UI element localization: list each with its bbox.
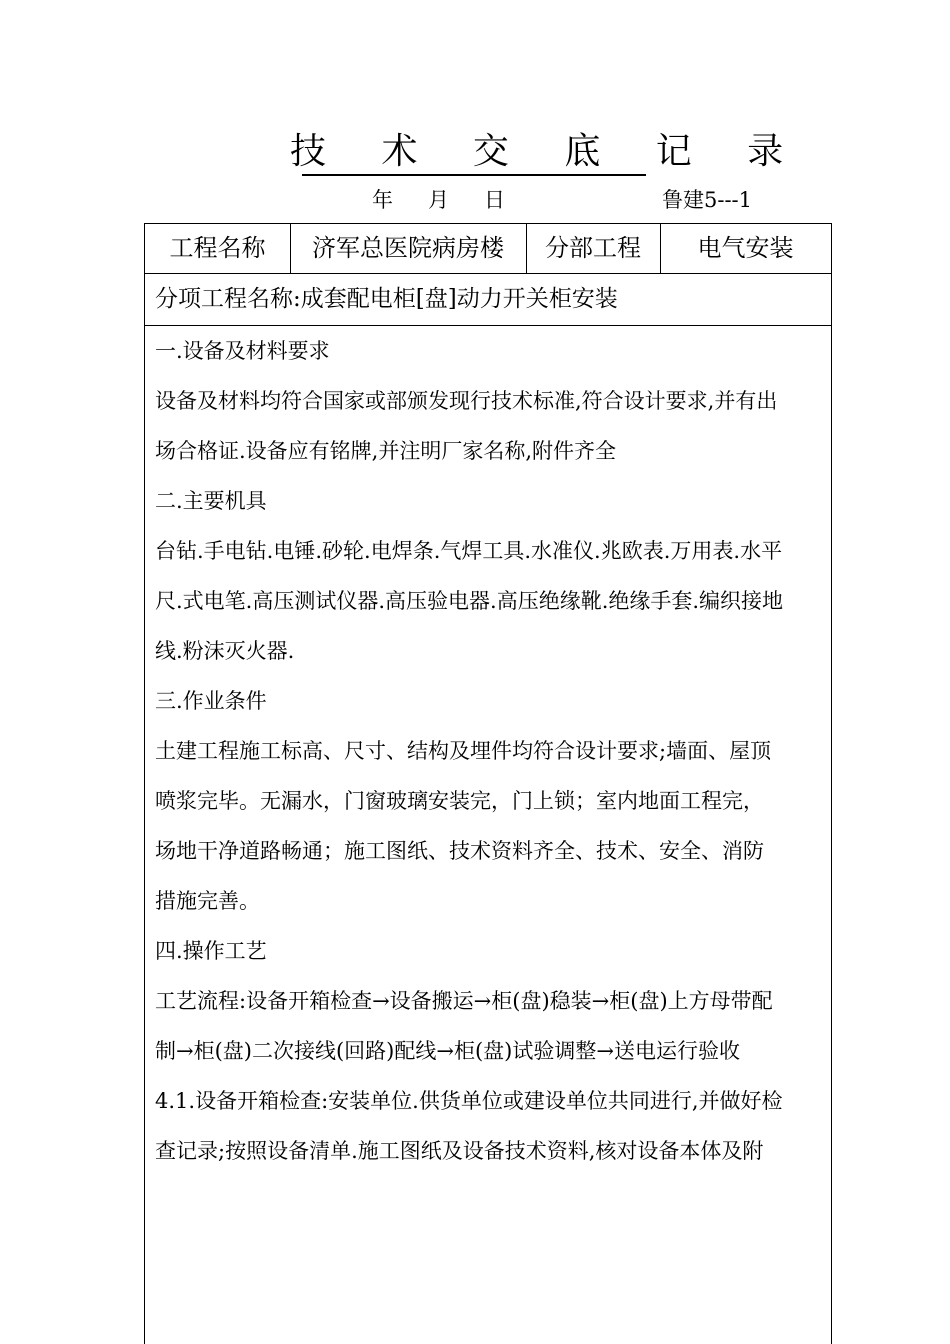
text-line: 4.1.设备开箱检查:安装单位.供货单位或建设单位共同进行,并做好检 xyxy=(155,1089,783,1113)
project-name-label: 工程名称 xyxy=(145,224,291,273)
text-line: 线.粉沫灭火器. xyxy=(155,639,295,663)
project-info-row xyxy=(145,224,831,274)
date-month-label: 月 xyxy=(428,188,449,212)
date-day-label: 日 xyxy=(484,188,505,212)
text-line: 措施完善。 xyxy=(155,889,260,913)
text-line: 土建工程施工标高、尺寸、结构及埋件均符合设计要求;墙面、屋顶 xyxy=(155,739,772,763)
section-heading-materials: 一.设备及材料要求 xyxy=(155,339,330,363)
text-line: 制→柜(盘)二次接线(回路)配线→柜(盘)试验调整→送电运行验收 xyxy=(155,1039,740,1063)
section-heading-process: 四.操作工艺 xyxy=(155,939,267,963)
text-line: 查记录;按照设备清单.施工图纸及设备技术资料,核对设备本体及附 xyxy=(155,1139,764,1163)
text-line: 设备及材料均符合国家或部颁发现行技术标准,符合设计要求,并有出 xyxy=(155,389,778,413)
disclosure-content xyxy=(155,326,827,1176)
project-name-value: 济军总医院病房楼 xyxy=(290,224,527,273)
text-line: 场合格证.设备应有铭牌,并注明厂家名称,附件齐全 xyxy=(155,439,617,463)
date-year-label: 年 xyxy=(372,188,393,212)
text-line: 工艺流程:设备开箱检查→设备搬运→柜(盘)稳装→柜(盘)上方母带配 xyxy=(155,989,773,1013)
text-line: 尺.式电笔.高压测试仪器.高压验电器.高压绝缘靴.绝缘手套.编织接地 xyxy=(155,589,784,613)
text-line: 台钻.手电钻.电锤.砂轮.电焊条.气焊工具.水准仪.兆欧表.万用表.水平 xyxy=(155,539,783,563)
disclosure-form xyxy=(144,223,832,1344)
form-code: 鲁建5---1 xyxy=(662,188,753,212)
title-underline xyxy=(302,174,646,176)
division-value: 电气安装 xyxy=(697,234,794,262)
text-line: 场地干净道路畅通；施工图纸、技术资料齐全、技术、安全、消防 xyxy=(155,839,764,863)
division-label: 分部工程 xyxy=(526,224,661,273)
section-heading-tools: 二.主要机具 xyxy=(155,489,267,513)
section-heading-conditions: 三.作业条件 xyxy=(155,689,267,713)
subitem-name: 分项工程名称:成套配电柜[盘]动力开关柜安装 xyxy=(145,274,831,326)
text-line: 喷浆完毕。无漏水，门窗玻璃安装完，门上锁；室内地面工程完， xyxy=(155,789,764,813)
document-title: 技 术 交 底 记 录 xyxy=(290,131,806,172)
